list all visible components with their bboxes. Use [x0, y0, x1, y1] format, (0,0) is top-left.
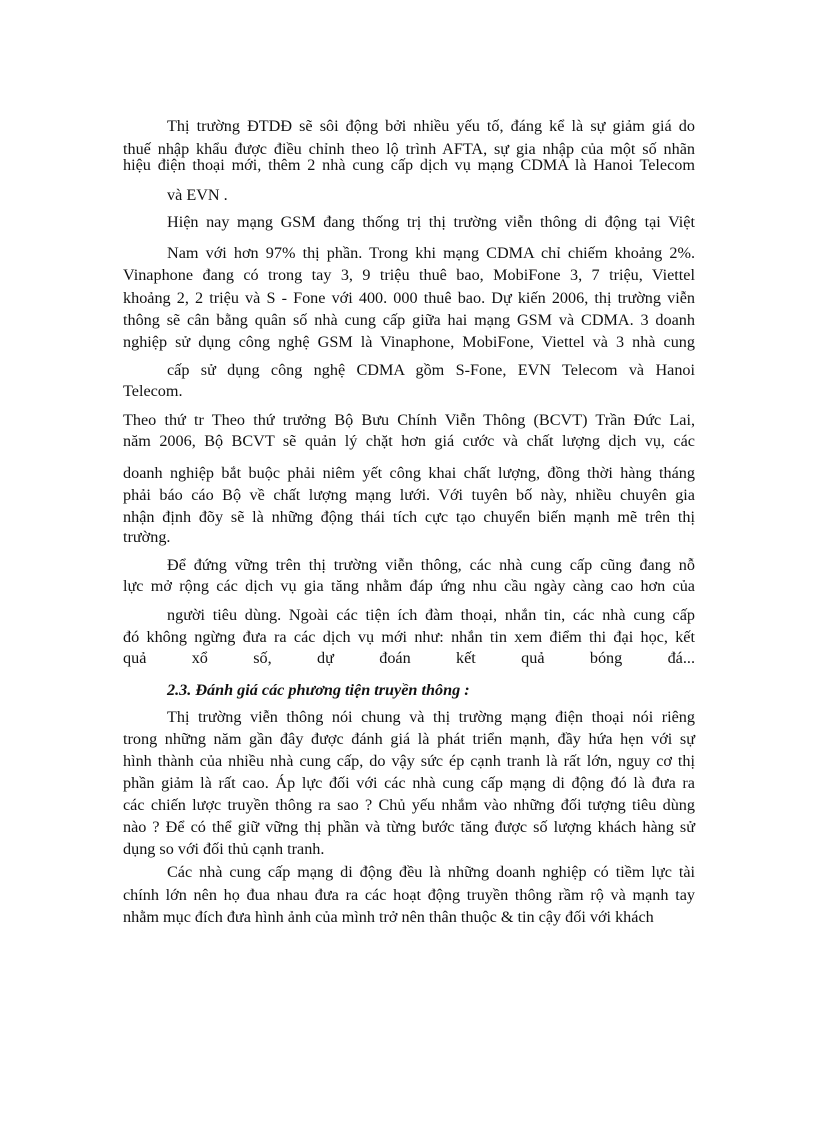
text-line: quả xổ số, dự đoán kết quả bóng đá... — [123, 649, 695, 667]
text-line: Nam với hơn 97% thị phần. Trong khi mạng CDMA chỉ chiếm khoảng 2%. — [167, 244, 695, 262]
text-line: nghiệp sử dụng công nghệ GSM là Vinaphone, MobiFone, Viettel và 3 nhà cung — [123, 333, 695, 351]
text-line: Hiện nay mạng GSM đang thống trị thị trường viễn thông di động tại Việt — [167, 213, 695, 231]
text-line: nhận định đõy sẽ là những động thái tích cực tạo chuyển biến mạnh mẽ trên thị — [123, 508, 695, 526]
text-line: phải báo cáo Bộ về chất lượng mạng lưới. Với tuyên bố này, nhiều chuyên gia — [123, 486, 695, 504]
text-line: Vinaphone đang có trong tay 3, 9 triệu thuê bao, MobiFone 3, 7 triệu, Viettel — [123, 266, 695, 284]
text-line: phần giảm là rất cao. Áp lực đối với các nhà cung cấp mạng di động đó là đưa ra — [123, 774, 695, 792]
text-line: cấp sử dụng công nghệ CDMA gồm S-Fone, EVN Telecom và Hanoi — [167, 361, 695, 379]
text-line: trường. — [123, 528, 171, 546]
text-line: và EVN . — [167, 186, 228, 204]
section-heading: 2.3. Đánh giá các phương tiện truyền thông : — [167, 681, 470, 699]
text-line: các chiến lược truyền thông ra sao ? Chủ yếu nhắm vào những đối tượng tiêu dùng — [123, 796, 695, 814]
text-line: Để đứng vững trên thị trường viễn thông, các nhà cung cấp cũng đang nỗ — [167, 556, 695, 574]
text-line: nhằm mục đích đưa hình ảnh của mình trở nên thân thuộc & tin cậy đối với khách — [123, 908, 654, 926]
text-line: lực mở rộng các dịch vụ gia tăng nhằm đáp ứng nhu cầu ngày càng cao hơn của — [123, 577, 695, 595]
text-line: hình thành của nhiều nhà cung cấp, do vậy sức ép cạnh tranh là rất lớn, nguy cơ thị — [123, 752, 695, 770]
text-line: đó không ngừng đưa ra các dịch vụ mới như: nhắn tin xem điểm thi đại học, kết — [123, 628, 695, 646]
text-line: thuế nhập khẩu được điều chỉnh theo lộ trình AFTA, sự gia nhập của một số nhãn — [123, 140, 695, 158]
text-line: Theo thứ tr Theo thứ trưởng Bộ Bưu Chính Viễn Thông (BCVT) Trần Đức Lai, — [123, 411, 695, 429]
text-line: thông sẽ cân bằng quân số nhà cung cấp giữa hai mạng GSM và CDMA. 3 doanh — [123, 311, 695, 329]
text-line: hiệu điện thoại mới, thêm 2 nhà cung cấp dịch vụ mạng CDMA là Hanoi Telecom — [123, 156, 695, 174]
text-line: doanh nghiệp bắt buộc phải niêm yết công khai chất lượng, đồng thời hàng tháng — [123, 464, 695, 482]
text-line: Thị trường viễn thông nói chung và thị trường mạng điện thoại nói riêng — [167, 708, 695, 726]
text-line: Các nhà cung cấp mạng di động đều là những doanh nghiệp có tiềm lực tài — [167, 863, 695, 881]
text-line: Telecom. — [123, 382, 183, 400]
text-line: người tiêu dùng. Ngoài các tiện ích đàm thoại, nhắn tin, các nhà cung cấp — [167, 606, 695, 624]
text-line: Thị trường ĐTDĐ sẽ sôi động bởi nhiều yếu tố, đáng kể là sự giảm giá do — [167, 117, 695, 135]
text-line: năm 2006, Bộ BCVT sẽ quản lý chặt hơn giá cước và chất lượng dịch vụ, các — [123, 432, 695, 450]
text-line: trong những năm gần đây được đánh giá là phát triển mạnh, đầy hứa hẹn với sự — [123, 730, 695, 748]
text-line: khoảng 2, 2 triệu và S - Fone với 400. 000 thuê bao. Dự kiến 2006, thị trường viễn — [123, 289, 695, 307]
text-line: nào ? Để có thể giữ vững thị phần và từng bước tăng được số lượng khách hàng sử — [123, 818, 695, 836]
text-line: dụng so với đối thủ cạnh tranh. — [123, 840, 325, 858]
text-line: chính lớn nên họ đua nhau đưa ra các hoạt động truyền thông rầm rộ và mạnh tay — [123, 886, 695, 904]
